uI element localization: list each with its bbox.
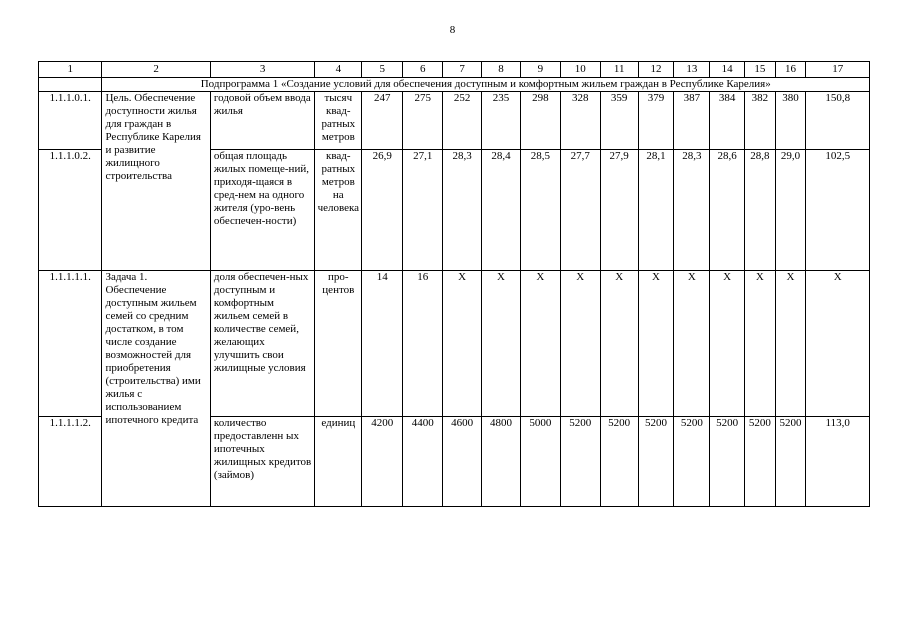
column-header: 13 [674,62,710,78]
table-row [39,271,870,417]
subprogram-row [39,78,870,92]
column-header: 17 [806,62,870,78]
value-cell: 28,4 [482,150,521,271]
unit: единиц [315,417,362,507]
value-cell: 5200 [638,417,674,507]
value-cell: 29,0 [775,150,806,271]
value-cell: 235 [482,92,521,150]
value-cell: Х [638,271,674,417]
indicator-name: количество предоставленн ых ипотечных жилищных кредитов (займов) [210,417,314,507]
value-cell: 382 [745,92,776,150]
indicator-name: доля обеспечен-ных доступным и комфортным жильем семей в количестве семей, желающих улучшить свои жилищные условия [210,271,314,417]
column-header: 15 [745,62,776,78]
value-cell: 28,1 [638,150,674,271]
value-cell: 4600 [443,417,482,507]
value-cell: 14 [362,271,403,417]
column-header: 7 [443,62,482,78]
value-cell: 28,8 [745,150,776,271]
value-cell: 28,3 [674,150,710,271]
page-number: 8 [449,24,456,36]
value-cell: Х [443,271,482,417]
value-cell: 28,5 [520,150,560,271]
indicator-code: 1.1.1.1.1. [39,271,102,417]
value-cell: 275 [403,92,443,150]
value-cell: 27,9 [600,150,638,271]
ratio-cell: 102,5 [806,150,870,271]
column-header: 3 [210,62,314,78]
value-cell: 298 [520,92,560,150]
unit: тысяч квад-ратных метров [315,92,362,150]
value-cell: Х [560,271,600,417]
indicator-code: 1.1.1.0.1. [39,92,102,150]
value-cell: 387 [674,92,710,150]
column-header: 16 [775,62,806,78]
column-header: 5 [362,62,403,78]
value-cell: 5200 [600,417,638,507]
column-header: 10 [560,62,600,78]
value-cell: 5200 [710,417,745,507]
column-header: 11 [600,62,638,78]
indicators-table [38,61,870,507]
value-cell: Х [600,271,638,417]
column-header: 9 [520,62,560,78]
column-header: 14 [710,62,745,78]
value-cell: 359 [600,92,638,150]
value-cell: 4400 [403,417,443,507]
ratio-cell: Х [806,271,870,417]
value-cell: 5200 [560,417,600,507]
value-cell: 5000 [520,417,560,507]
column-header: 1 [39,62,102,78]
value-cell: 27,7 [560,150,600,271]
unit: квад-ратных метров на человека [315,150,362,271]
value-cell: 28,6 [710,150,745,271]
indicator-name: общая площадь жилых помеще-ний, приходя-щаяся в сред-нем на одного жителя (уро-вень обеспечен-ности) [210,150,314,271]
goal-text: Задача 1. Обеспечение доступным жильем семей со средним достатком, в том числе создание возможностей для приобретения (строительства) ими жилья с использованием ипотечного кредита [102,271,210,507]
value-cell: Х [710,271,745,417]
value-cell: 5200 [775,417,806,507]
column-header: 6 [403,62,443,78]
value-cell: Х [482,271,521,417]
value-cell: 247 [362,92,403,150]
table-row [39,92,870,150]
value-cell: 4800 [482,417,521,507]
unit: про-центов [315,271,362,417]
indicator-name: годовой объем ввода жилья [210,92,314,150]
value-cell: 5200 [745,417,776,507]
column-number-row [39,62,870,78]
column-header: 2 [102,62,210,78]
value-cell: 27,1 [403,150,443,271]
value-cell: Х [775,271,806,417]
column-header: 4 [315,62,362,78]
value-cell: Х [520,271,560,417]
indicator-code: 1.1.1.0.2. [39,150,102,271]
value-cell: 16 [403,271,443,417]
indicator-code: 1.1.1.1.2. [39,417,102,507]
column-header: 12 [638,62,674,78]
ratio-cell: 150,8 [806,92,870,150]
goal-text: Цель. Обеспечение доступности жилья для граждан в Республике Карелия и развитие жилищного строительства [102,92,210,271]
value-cell: Х [674,271,710,417]
ratio-cell: 113,0 [806,417,870,507]
value-cell: 384 [710,92,745,150]
value-cell: 28,3 [443,150,482,271]
value-cell: 379 [638,92,674,150]
value-cell: 328 [560,92,600,150]
value-cell: 380 [775,92,806,150]
value-cell: Х [745,271,776,417]
column-header: 8 [482,62,521,78]
value-cell: 26,9 [362,150,403,271]
value-cell: 4200 [362,417,403,507]
value-cell: 5200 [674,417,710,507]
subprogram-title: Подпрограмма 1 «Создание условий для обеспечения доступным и комфортным жильем граждан в Республике Карелия» [102,78,870,92]
value-cell: 252 [443,92,482,150]
